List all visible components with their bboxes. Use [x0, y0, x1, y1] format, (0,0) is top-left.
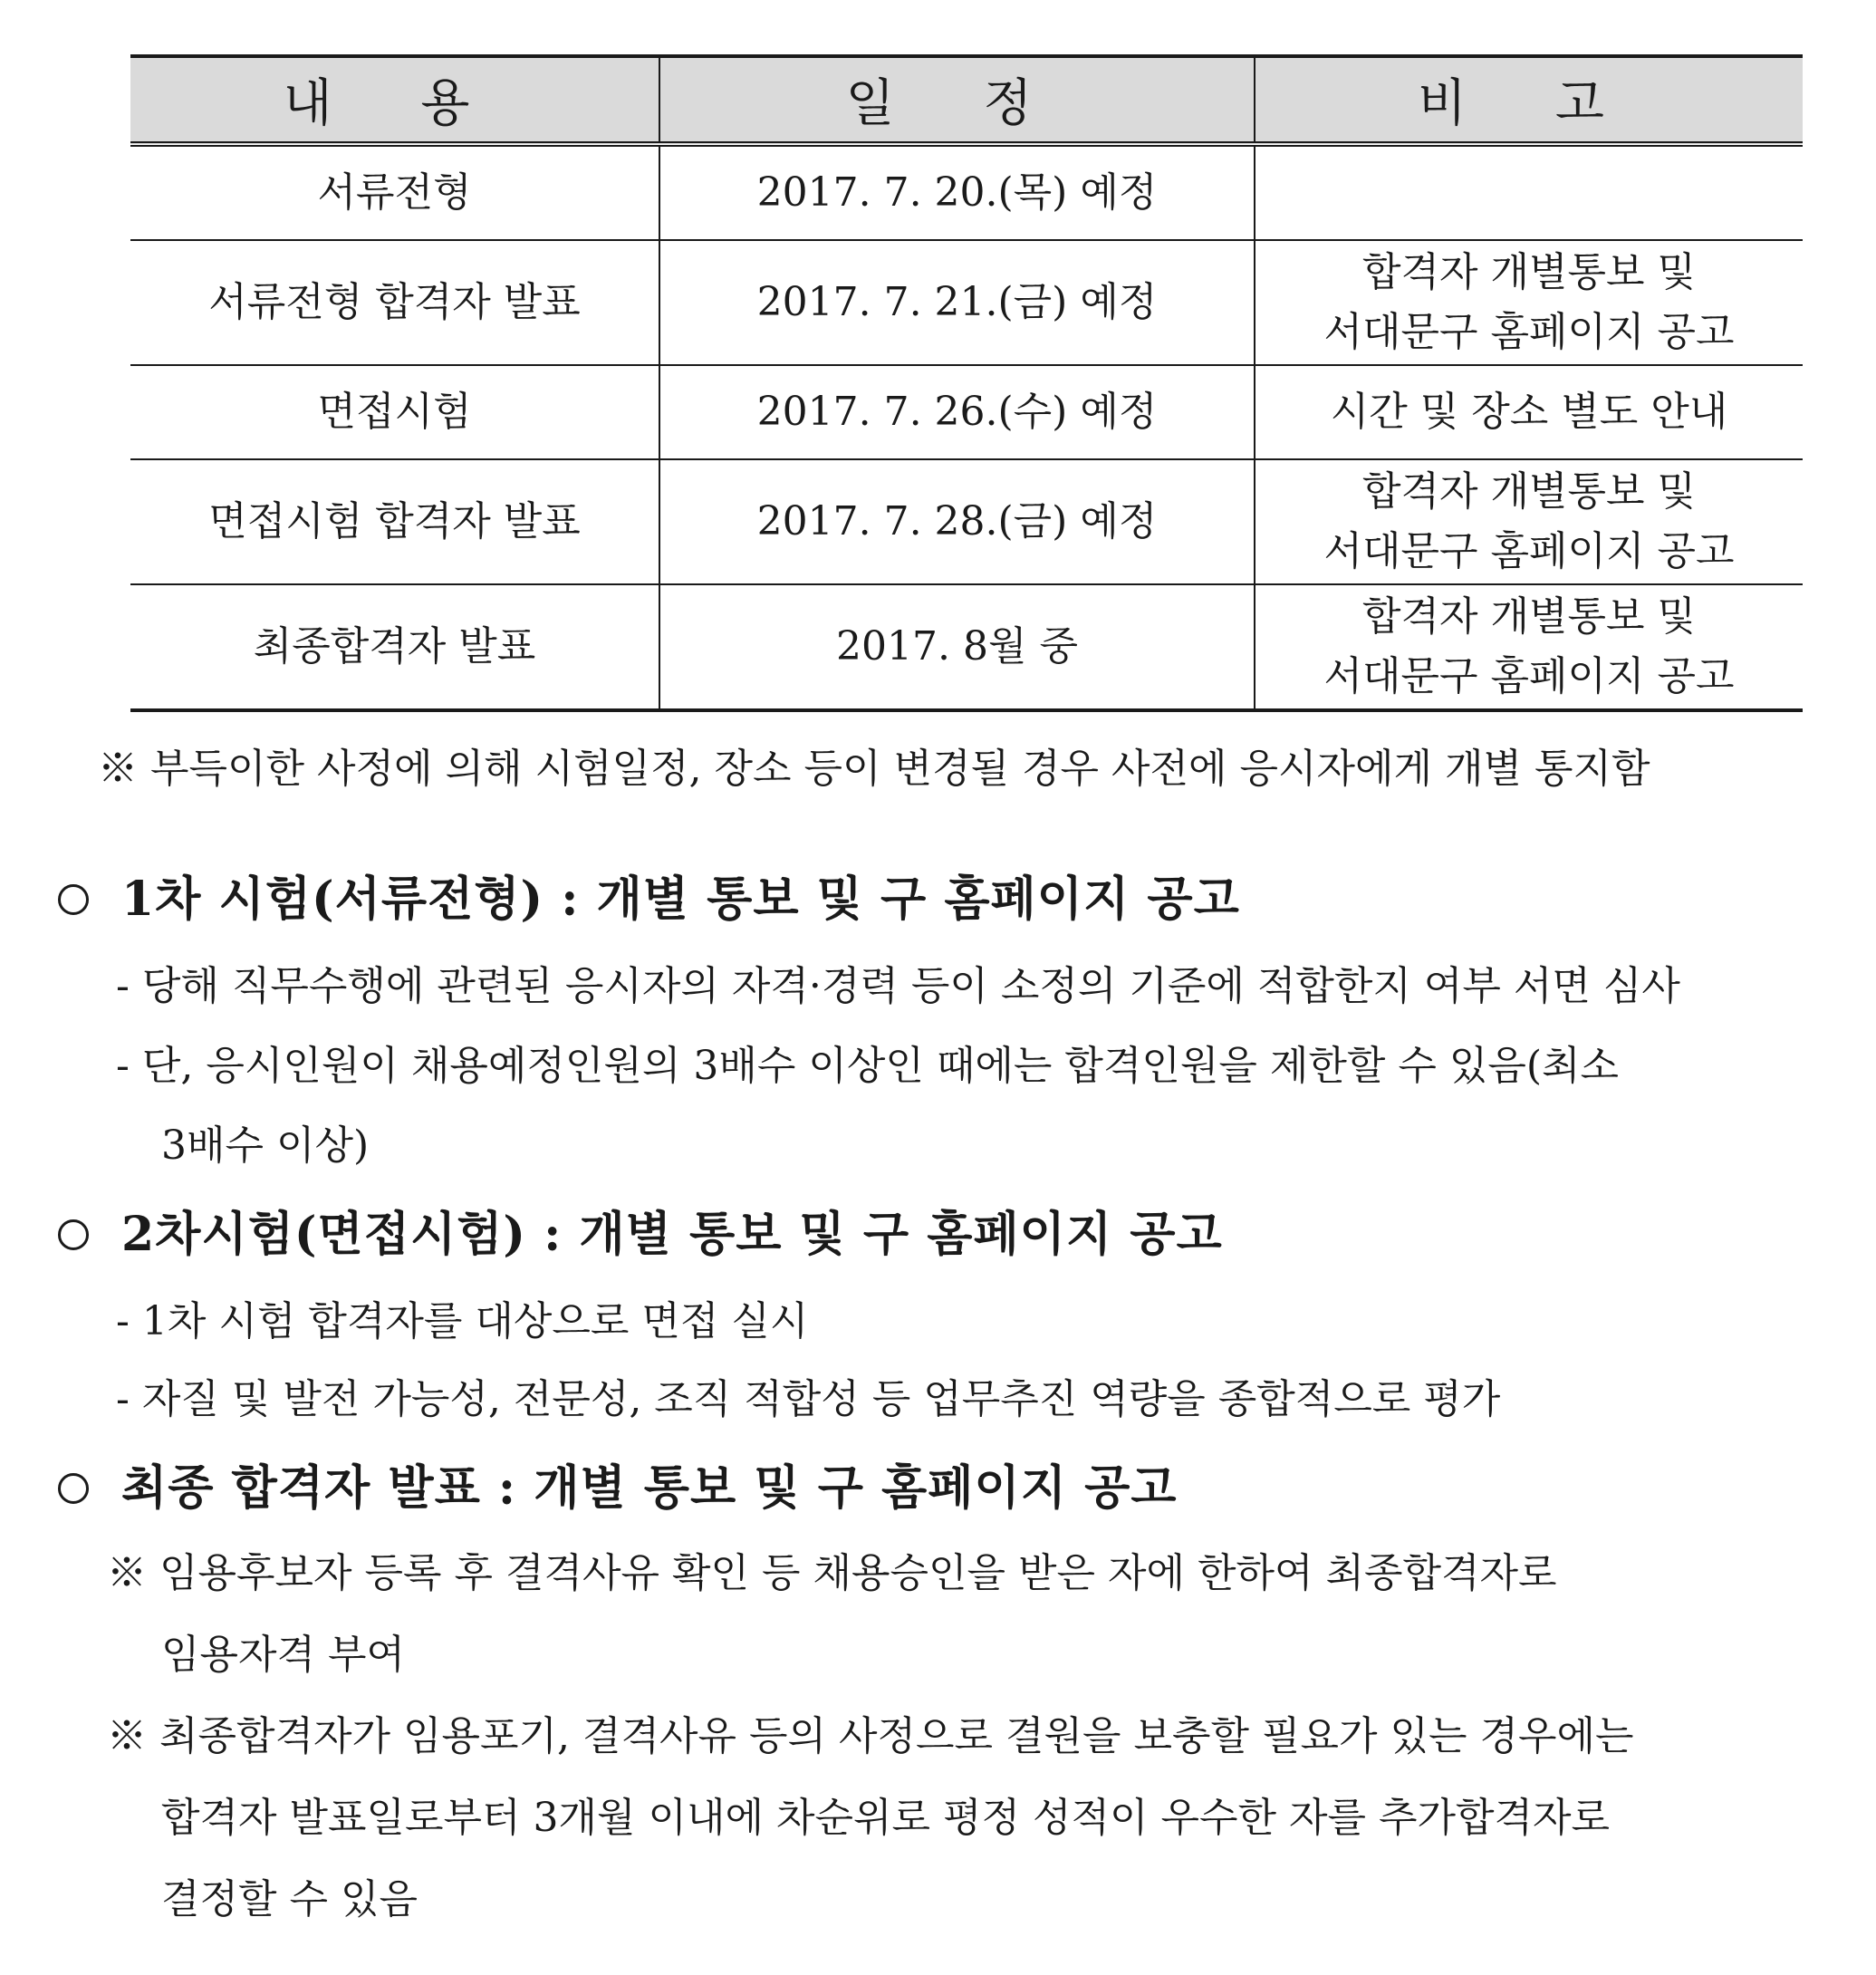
circle-bullet-icon — [58, 1473, 89, 1504]
list-item: - 당해 직무수행에 관련된 응시자의 자격·경력 등이 소정의 기준에 적합한지 여부 서면 심사 — [116, 963, 1680, 1009]
cell-note: 합격자 개별통보 및 서대문구 홈페이지 공고 — [1255, 240, 1803, 365]
cell-note — [1255, 144, 1803, 240]
cell-note: 합격자 개별통보 및 서대문구 홈페이지 공고 — [1255, 459, 1803, 584]
cell-schedule: 2017. 7. 26.(수) 예정 — [659, 365, 1255, 459]
table-row — [130, 144, 1803, 240]
cell-note: 시간 및 장소 별도 안내 — [1255, 365, 1803, 459]
cell-note: 합격자 개별통보 및 서대문구 홈페이지 공고 — [1255, 584, 1803, 710]
section-heading-3: 최종 합격자 발표 : 개별 통보 및 구 홈페이지 공고 — [58, 1450, 1178, 1517]
list-item: - 자질 및 발전 가능성, 전문성, 조직 적합성 등 업무추진 역량을 종합적으로 평가 — [116, 1376, 1501, 1422]
section-heading-2: 2차시험(면접시험) : 개별 통보 및 구 홈페이지 공고 — [58, 1196, 1223, 1264]
header-content: 내 용 — [130, 56, 659, 144]
note-item: ※ 최종합격자가 임용포기, 결격사유 등의 사정으로 결원을 보충할 필요가 있는 경우에는 — [107, 1713, 1634, 1759]
cell-schedule: 2017. 7. 21.(금) 예정 — [659, 240, 1255, 365]
table-row — [130, 459, 1803, 584]
cell-content: 서류전형 합격자 발표 — [130, 240, 659, 365]
note-item: 임용자격 부여 — [161, 1632, 406, 1678]
circle-bullet-icon — [58, 1219, 89, 1250]
note-item: ※ 임용후보자 등록 후 결격사유 확인 등 채용승인을 받은 자에 한하여 최종합격자로 — [107, 1550, 1557, 1596]
list-item: 3배수 이상) — [161, 1122, 370, 1169]
table-header-row — [130, 56, 1803, 144]
table-row — [130, 240, 1803, 365]
cell-content: 최종합격자 발표 — [130, 584, 659, 710]
schedule-table — [130, 54, 1803, 712]
note-item: 합격자 발표일로부터 3개월 이내에 차순위로 평정 성적이 우수한 자를 추가합격자로 — [161, 1795, 1611, 1841]
cell-content: 면접시험 합격자 발표 — [130, 459, 659, 584]
cell-content: 면접시험 — [130, 365, 659, 459]
cell-schedule: 2017. 8월 중 — [659, 584, 1255, 710]
note-item: 결정할 수 있음 — [161, 1876, 418, 1922]
cell-schedule: 2017. 7. 28.(금) 예정 — [659, 459, 1255, 584]
cell-schedule: 2017. 7. 20.(목) 예정 — [659, 144, 1255, 240]
circle-bullet-icon — [58, 884, 89, 915]
header-schedule: 일 정 — [659, 56, 1255, 144]
list-item: - 1차 시험 합격자를 대상으로 면접 실시 — [116, 1298, 809, 1344]
table-footnote: ※ 부득이한 사정에 의해 시험일정, 장소 등이 변경될 경우 사전에 응시자에게 개별 통지함 — [98, 746, 1650, 792]
header-note: 비 고 — [1255, 56, 1803, 144]
table-row — [130, 584, 1803, 710]
table-row — [130, 365, 1803, 459]
list-item: - 단, 응시인원이 채용예정인원의 3배수 이상인 때에는 합격인원을 제한할 수 있음(최소 — [116, 1043, 1620, 1089]
section-heading-1: 1차 시험(서류전형) : 개별 통보 및 구 홈페이지 공고 — [58, 861, 1240, 929]
cell-content: 서류전형 — [130, 144, 659, 240]
